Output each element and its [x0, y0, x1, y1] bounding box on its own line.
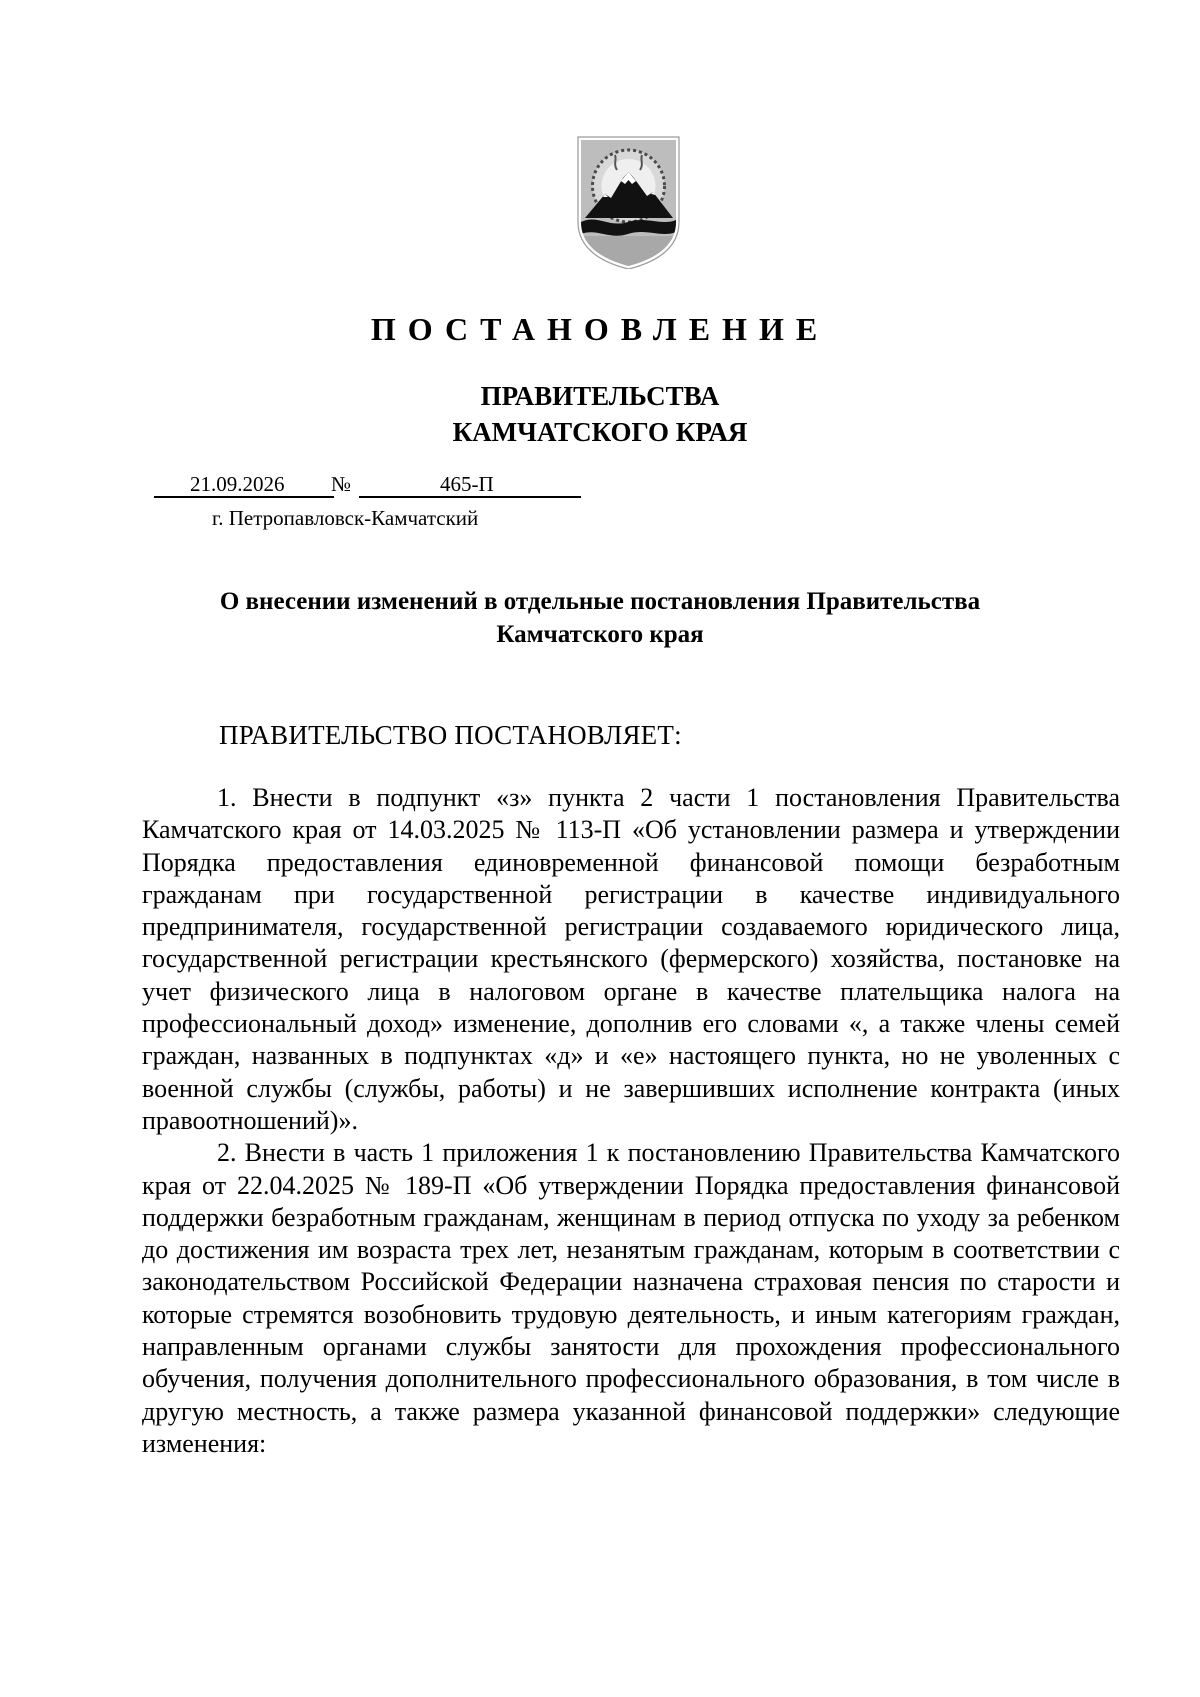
issue-city: г. Петропавловск-Камчатский: [212, 506, 479, 530]
paragraph-2: 2. Внести в часть 1 приложения 1 к постановлению Правительства Камчатского края от 22.04.2025 № 189-П «Об утверждении Порядка предоставления финансовой поддержки безработным гражданам, женщинам в период отпуска по уходу за ребенком до достижения им возраста трех лет, незанятым гражданам, которым в соответствии с законодательством Российской Федерации назначена страховая пенсия по старости и которые стремятся возобновить трудовую деятельность, и иным категориям граждан, направленным органами службы занятости для прохождения профессионального обучения, получения дополнительного профессионального образования, в том числе в другую местность, а также размера указанной финансовой поддержки» следующие изменения:: [142, 1138, 1120, 1458]
registration-line: [0, 472, 1200, 498]
subject-line-1: О внесении изменений в отдельные постановления Правительства: [219, 588, 981, 615]
coat-of-arms-emblem: [577, 136, 680, 269]
document-type-title: ПОСТАНОВЛЕНИЕ: [370, 311, 830, 347]
preamble: ПРАВИТЕЛЬСТВО ПОСТАНОВЛЯЕТ:: [219, 720, 682, 750]
number-sign: №: [331, 472, 352, 496]
document-body: [142, 782, 1120, 1460]
issuer-title: [0, 378, 1200, 450]
document-date: 21.09.2026: [190, 472, 285, 496]
date-underline: [154, 496, 334, 498]
document-subject: [0, 585, 1200, 651]
document-number: 465-П: [440, 472, 494, 496]
number-underline: [359, 496, 581, 498]
issuer-line-2: КАМЧАТСКОГО КРАЯ: [452, 417, 748, 447]
issuer-line-1: ПРАВИТЕЛЬСТВА: [480, 381, 720, 411]
subject-line-2: Камчатского края: [496, 621, 704, 648]
paragraph-1: 1. Внести в подпункт «з» пункта 2 части 1 постановления Правительства Камчатского края от 14.03.2025 № 113-П «Об установлении размера и утверждении Порядка предоставления единовременной финансовой помощи безработным гражданам при государственной регистрации в качестве индивидуального предпринимателя, государственной регистрации создаваемого юридического лица, государственной регистрации крестьянского (фермерского) хозяйства, постановке на учет физического лица в налоговом органе в качестве плательщика налога на профессиональный доход» изменение, дополнив его словами «, а также члены семей граждан, названных в подпунктах «д» и «е» настоящего пункта, но не уволенных с военной службы (службы, работы) и не завершивших исполнение контракта (иных правоотношений)».: [142, 783, 1120, 1135]
